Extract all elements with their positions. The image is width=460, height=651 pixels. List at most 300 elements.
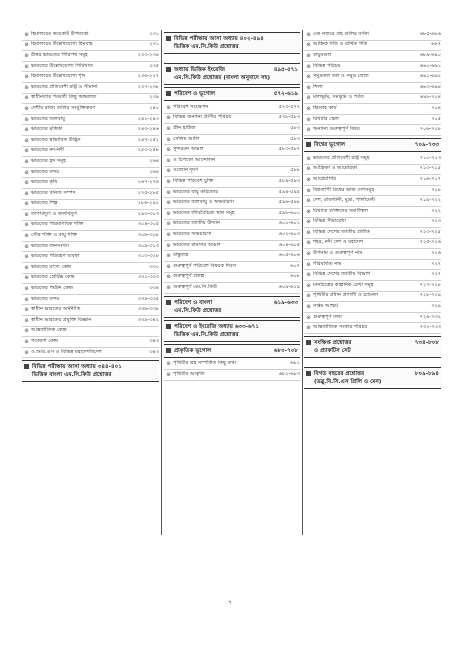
contents-entry[interactable] [22,147,159,158]
entry-title: হিমালয়ের কয়েকটি উপত্যকা [31,30,89,37]
entry-title: ভারতের মৃত্তিকা [31,126,63,133]
contents-entry[interactable] [304,218,441,229]
contents-entry[interactable] [22,274,159,285]
bullet-icon: ⊛ [24,286,29,293]
section-heading[interactable] [164,32,300,54]
entry-pages: ৬০৫-৬০৬ [278,252,300,259]
contents-entry[interactable] [164,283,300,294]
entry-title: গ্রীন হাউজ [173,124,196,131]
contents-entry[interactable] [304,260,441,271]
contents-entry[interactable] [304,30,441,41]
square-bullet-icon [166,348,171,353]
entry-title: এক নজরে গ্রহ গুলির বর্ণনা [313,30,369,37]
entry-title: বিভিন্ন পরিচয় [313,62,341,69]
entry-title: ভারতের জীববৈচিত্র্য স্থান সমূহ [173,209,235,216]
contents-entry[interactable] [304,186,441,197]
entry-pages: ৭২৩ [431,218,441,225]
contents-entry[interactable] [304,175,441,186]
entry-title: ভারতের পর্যটন কেন্দ্র [31,285,73,292]
entry-pages: ৭০৬-৭০৮ [419,126,441,133]
bullet-icon: ⊛ [306,155,311,162]
contents-entry[interactable] [22,295,159,306]
bullet-icon: ⊛ [306,52,311,59]
entry-title: ভারতের প্রতিবেশী রাষ্ট্র সমূহ [313,154,370,161]
entry-title: ও.আর.এস ও বিভিন্ন মহাদেশবিদেশ [31,348,102,355]
entry-pages: ৩০৯-৩১৩ [137,242,159,249]
contents-entry[interactable] [22,157,159,168]
contents-entry[interactable] [22,231,159,242]
section-heading[interactable] [22,360,159,382]
entry-title: ভারতের স্বাভাবিক উদ্ভিদ [31,136,81,143]
bullet-icon: ⊛ [24,105,29,112]
entry-pages: ২৩১ [149,30,159,37]
contents-entry[interactable] [164,114,300,125]
entry-pages: ২৭৫-২৮৫ [137,189,159,196]
contents-entry[interactable] [164,360,300,371]
contents-entry[interactable] [22,83,159,94]
entry-title: গুরুত্বপূর্ণ পরিবেশ বিষয়ক দিবস [173,262,237,269]
entry-title: সেলিম আলি [173,135,200,142]
entry-title: ভারতের নদ-নদী [31,147,65,154]
entry-pages: ২৩৬-২২৭ [137,73,159,80]
bullet-icon: ⊛ [24,243,29,250]
square-bullet-icon [166,91,171,96]
bullet-icon: ⊛ [306,166,311,173]
contents-entry[interactable] [304,239,441,250]
contents-entry[interactable] [304,228,441,239]
entry-pages: ৭২৭ [431,271,441,278]
entry-title: ভারতের জলবায়ু [31,115,66,122]
entry-title: হিমালয়ের উল্লেখযোগ্য শৃঙ্গ [31,73,85,80]
bullet-icon: ⊛ [306,84,311,91]
entry-title: ভারতের হ্রদ সমূহ [31,157,66,164]
contents-entry[interactable] [164,251,300,262]
entry-title: গুরুত্বপূর্ণ এম.সি.কিউ [173,283,217,290]
entry-pages: ৬০৭ [290,262,300,269]
page-number: ৭ [228,599,232,606]
entry-title: সুন্দরবন অঞ্চল [173,146,204,153]
contents-entry[interactable] [304,62,441,73]
contents-entry[interactable] [22,136,159,147]
bullet-icon: ⊛ [306,187,311,194]
contents-entry[interactable] [22,263,159,274]
bullet-icon: ⊛ [24,116,29,123]
entry-title: ভারতের জলবায়ু ও অভয়ারণ্য [173,199,235,206]
contents-entry[interactable] [304,154,441,165]
contents-entry[interactable] [22,242,159,253]
contents-entry[interactable] [164,209,300,220]
entry-pages: ২৪০ [149,104,159,111]
entry-pages: ৬৮১ [290,360,300,367]
entry-title: বিখ্যাত ব্যক্তিদের সমাধিস্থল [313,207,369,214]
entry-pages: ৬০০-৬০১ [278,220,300,227]
entry-title: ভারতের রামসার অঞ্চল [173,241,221,248]
entry-title: ও চিপকো আন্দোলন [173,156,216,163]
bullet-icon: ⊛ [24,148,29,155]
section-pages: ৭০৯-৭৩৩ [414,141,439,148]
entry-pages: ৬৮৯-৬৯০ [419,51,441,58]
contents-entry[interactable] [304,207,441,218]
bullet-icon: ⊛ [306,116,311,123]
entry-pages: ২৯৩-৩০৩ [137,210,159,217]
entry-title: বিভিন্ন দেশের জাতীয় বিভাগ [313,271,371,278]
column-divider [161,30,162,535]
section-title-line: এম.সি.কিউ প্রশ্নোত্তর [174,307,222,314]
entry-title: ভারতের মৎস্য কেন্দ্র [31,263,72,270]
bullet-icon: ⊛ [166,274,171,281]
entry-title: ভারতের গ্রেটিক্স কেন্দ্র [31,274,75,281]
entry-pages: ২৫৩-২৫৮ [137,147,159,154]
contents-entry[interactable] [164,177,300,188]
entry-title: তাপবিদ্যুৎ ও জলবিদ্যুৎ [31,210,78,217]
entry-pages: ৭১০-৭১৩ [419,154,441,161]
section-heading[interactable] [164,63,300,85]
entry-pages: ৬৯৮-৭০৪ [419,94,441,101]
bullet-icon: ⊛ [24,52,29,59]
entry-title: স্বাধীন ভারতের প্রযুক্তি বিজ্ঞান [31,316,92,323]
contents-entry[interactable] [164,198,300,209]
contents-entry[interactable] [304,51,441,62]
contents-entry[interactable] [22,94,159,105]
bullet-icon: ⊛ [166,210,171,217]
section-title-line: পরিবেশ ও বাংলা [174,299,213,306]
bullet-icon: ⊛ [24,63,29,70]
contents-entry[interactable] [164,241,300,252]
contents-entry[interactable] [164,370,300,381]
bullet-icon: ⊛ [24,339,29,346]
entry-pages: ২৮৬-২৯২ [137,200,159,207]
bullet-icon: ⊛ [166,157,171,164]
contents-entry[interactable] [164,167,300,178]
contents-entry[interactable] [22,327,159,338]
contents-entry[interactable] [22,316,159,327]
entry-title: ভারতের শিল্প [31,200,58,207]
contents-entry[interactable] [164,262,300,273]
entry-pages: ৩৩৬-৩৩৮ [137,306,159,313]
entry-title: ভারতের খনিজ সম্পদ [31,189,76,196]
section-pages: ৭৩৪-৮০৮ [414,340,439,347]
section-title-line: ভিত্তিক এম.সি.কিউ প্রশ্নোত্তর [174,44,239,50]
square-bullet-icon [306,340,311,345]
bullet-icon: ⊛ [24,127,29,134]
entry-title: অন্যান্য গুরুত্বপূর্ণ বিষয় [313,126,360,133]
entry-title: শিলা [313,83,323,90]
entry-title: ভারতের জাতীয় উদ্যান [173,220,220,227]
entry-pages: ৩০৬-৩০৮ [137,232,159,239]
contents-entry[interactable] [164,103,300,114]
section-heading[interactable] [304,336,441,358]
entry-title: উত্তর ভারতের গিরিপথ সমূহ [31,51,88,58]
bullet-icon: ⊛ [24,158,29,165]
entry-title: দেশ, রাজধানী, মুদ্রা, পার্লামেন্ট [313,197,375,204]
entry-title: শহর, নদী দেশ ও মহাদেশ [313,239,363,246]
contents-entry[interactable] [22,252,159,263]
bullet-icon: ⊛ [24,233,29,240]
contents-entry[interactable] [304,249,441,260]
entry-title: স্বাধীন ভারতের অর্থনীতি [31,306,81,313]
entry-title: আন্তর্জাতিক কেন্দ্র [31,327,67,334]
contents-entry[interactable] [22,284,159,295]
contents-entry[interactable] [22,104,159,115]
bullet-icon: ⊛ [24,275,29,282]
entry-title: ভারতের বায়ু করিডোর [173,188,219,195]
section-title-line: বিভিন্ন পরীক্ষায় আসা অধ্যায় ৪০২-৪৯৪ [174,36,264,42]
contents-entry[interactable] [304,302,441,313]
bullet-icon: ⊛ [166,178,171,185]
entry-title: পৃথিবীর প্রধান প্রণালী ও চ্যানেল [313,292,378,299]
section-heading[interactable] [164,344,300,358]
contents-entry[interactable] [304,281,441,292]
bullet-icon: ⊛ [306,31,311,38]
entry-pages: ৩৩৪-৩৩৫ [137,295,159,302]
contents-entry[interactable] [304,270,441,281]
entry-pages: ৬০৪-৬০৫ [278,241,300,248]
bullet-icon: ⊛ [24,137,29,144]
bullet-icon: ⊛ [166,104,171,111]
entry-title: আহ্নিক গতি ও বার্ষিক গতি [313,41,368,48]
entry-pages: ৭২৯-৭৩২ [419,313,441,320]
section-heading[interactable] [164,296,300,318]
contents-entry[interactable] [22,348,159,359]
entry-pages: ৭১৩-৭১৫ [419,165,441,172]
bullet-icon: ⊛ [306,63,311,70]
contents-entry[interactable] [22,337,159,348]
section-pages: ৮০৯-৮৯৪ [414,371,439,378]
entry-pages: ৬০২-৬০৩ [278,230,300,237]
section-title-line: বিগত বছরের প্রশ্নোত্তর [314,371,365,378]
entry-title: সৌর শক্তি ও বায়ু শক্তি [31,232,78,239]
entry-pages: ৭২৩-৭২৫ [419,228,441,235]
contents-entry[interactable] [304,72,441,83]
entry-title: স্বাধীনতার পরবর্তী কিছু অঙ্গরাজ্য [31,94,97,101]
entry-pages: ৩৩০ [149,263,159,270]
entry-title: পৃথিবীর আকৃতি [173,371,205,378]
contents-entry[interactable] [164,188,300,199]
section-heading[interactable] [304,138,441,152]
entry-pages: ৭২৬ [431,250,441,257]
bullet-icon: ⊛ [24,211,29,218]
entry-pages: ২৬৪ [149,168,159,175]
contents-entry[interactable] [22,41,159,52]
contents-entry[interactable] [304,115,441,126]
contents-entry[interactable] [164,135,300,146]
contents-entry[interactable] [304,104,441,115]
contents-entry[interactable] [164,156,300,167]
square-bullet-icon [306,142,311,147]
section-title-line: প্রাকৃতিক ভূগোল [174,347,212,354]
entry-pages: ৭০৫ [431,115,441,122]
entry-pages: ৭২৭ [431,260,441,267]
contents-entry[interactable] [164,220,300,231]
section-pages: ৪৯৫-৫৭১ [273,67,298,73]
contents-column-1 [22,30,159,384]
bullet-icon: ⊛ [166,231,171,238]
bullet-icon: ⊛ [24,74,29,81]
bullet-icon: ⊛ [306,325,311,332]
contents-entry[interactable] [22,72,159,83]
bullet-icon: ⊛ [306,304,311,311]
contents-entry[interactable] [164,145,300,156]
square-bullet-icon [166,300,171,305]
bullet-icon: ⊛ [24,264,29,271]
entry-title: বিভিন্ন অন্যান্য প্রাণীর পরিচয় [173,114,232,121]
contents-entry[interactable] [164,273,300,284]
bullet-icon: ⊛ [306,314,311,321]
entry-pages: ৭২৯ [431,303,441,310]
contents-entry[interactable] [304,323,441,334]
contents-entry[interactable] [304,41,441,52]
entry-title: পরিবর্তিত নাম [313,260,342,267]
contents-entry[interactable] [22,30,159,41]
entry-pages: ৬৯৩-৬৯৪ [419,83,441,90]
entry-pages: ৫৮৩ [290,124,300,131]
bullet-icon: ⊛ [24,169,29,176]
contents-entry[interactable] [304,313,441,324]
bullet-icon: ⊛ [24,307,29,314]
bullet-icon: ⊛ [306,293,311,300]
bullet-icon: ⊛ [166,115,171,122]
contents-entry[interactable] [304,196,441,207]
contents-entry[interactable] [22,125,159,136]
entry-pages: ৬০৮ [290,273,300,280]
contents-entry[interactable] [164,230,300,241]
spacer [304,360,441,365]
bullet-icon: ⊛ [24,31,29,38]
section-pages: ৬১৯-৬৩৩ [273,299,298,306]
entry-title: হিমবাহ কার্য [313,104,337,111]
entry-pages: ৭১৬-৭১৭ [419,175,441,182]
entry-pages: ৬৮১-৬৮৩ [278,371,300,378]
bullet-icon: ⊛ [306,198,311,205]
bullet-icon: ⊛ [166,372,171,379]
entry-pages: ৫৮৮ [290,167,300,174]
section-heading[interactable] [164,320,300,342]
contents-entry[interactable] [22,305,159,316]
contents-entry[interactable] [22,200,159,211]
entry-pages: ৫৮৯-৫৯৩ [278,177,300,184]
entry-title: ভারতের পারমাণবিক শক্তি [31,221,84,228]
contents-entry[interactable] [164,124,300,135]
section-title-line: অধ্যায় ভিত্তিক ইংরেজি [174,67,225,73]
bullet-icon: ⊛ [24,84,29,91]
contents-entry[interactable] [304,94,441,105]
contents-entry[interactable] [22,178,159,189]
contents-entry[interactable] [304,292,441,303]
bullet-icon: ⊛ [306,105,311,112]
contents-entry[interactable] [22,115,159,126]
entry-title: দেশীয় রাজ্য গুলির সংযুক্তিকরণ [31,104,96,111]
square-bullet-icon [166,324,171,329]
entry-pages: ৭০৪ [431,104,441,111]
bullet-icon: ⊛ [166,242,171,249]
entry-pages: ৩৩১-৩৩৩ [137,274,159,281]
entry-title: বিভিন্ন পরিবেশ চুক্তি [173,177,214,184]
entry-pages: ৬৮৫-৬৮৬ [419,30,441,37]
entry-pages: ২৩৩-২৩৪ [137,51,159,58]
section-title-line: বিশ্বের ভূগোল [314,141,346,148]
contents-entry[interactable] [304,125,441,136]
entry-pages: ৩৩৪ [149,285,159,292]
entry-title: আগ্নেয়গিরি [313,175,337,182]
entry-pages: ৭৩২-৭৩৩ [419,324,441,331]
contents-entry[interactable] [22,189,159,200]
bullet-icon: ⊛ [166,263,171,270]
bullet-icon: ⊛ [166,361,171,368]
entry-title: ভারতের অভয়ারণ্য [173,230,212,237]
entry-title: ভারতের প্রতিবেশী রাষ্ট্র ও সীমানা [31,83,98,90]
entry-pages: ২৬৭-২৭৪ [137,179,159,186]
section-title-line: পরিবেশ ও ভূগোল [174,91,216,97]
entry-pages: ৬৯০-৬৯১ [419,62,441,69]
entry-title: বাস্তুতন্ত্র [173,252,189,259]
entry-pages: ৫৮৩-৫৮৭ [278,146,300,153]
section-heading[interactable] [304,367,441,389]
bullet-icon: ⊛ [306,251,311,258]
section-heading[interactable] [164,87,300,101]
entry-title: বিশ্বব্যাপী বিশ্বের ভাষা দেশসমূহ [313,186,374,193]
section-title-line: পরিবেশ ও ইংরেজি অধ্যায় ৬৩৩-৬৭১ [174,323,259,330]
entry-pages: ৭১৯-৭২২ [419,197,441,204]
bullet-icon: ⊛ [24,42,29,49]
contents-entry[interactable] [22,168,159,179]
bullet-icon: ⊛ [306,261,311,268]
entry-title: পরিবেশ সংক্ষেপন [173,103,209,110]
bullet-icon: ⊛ [166,168,171,175]
contents-entry[interactable] [22,62,159,73]
entry-pages: ৫৭৮-৫৮৩ [278,114,300,121]
bullet-icon: ⊛ [24,222,29,229]
entry-pages: ৩৪৩ [149,338,159,345]
entry-pages: ২৩৭-২৩৮ [137,83,159,90]
entry-pages: ২৪৭-২৫২ [137,136,159,143]
bullet-icon: ⊛ [24,190,29,197]
entry-pages: ৬৮৭ [431,41,441,48]
section-pages: ৬৮০-৭০৮ [273,347,298,354]
section-title-line: বিভিন্ন পরীক্ষায় আসা অধ্যায় ৩৪৪-৪০১ [32,364,122,371]
entry-title: গবেষণা কেন্দ্র [31,338,58,345]
entry-title: মালভূমি, সমভূমি ও পর্বত [313,94,364,101]
bullet-icon: ⊛ [24,317,29,324]
entry-pages: ৬৯১-৬৯২ [419,73,441,80]
bullet-icon: ⊛ [306,208,311,215]
bullet-icon: ⊛ [166,200,171,207]
bullet-icon: ⊛ [306,42,311,49]
contents-entry[interactable] [304,165,441,176]
bullet-icon: ⊛ [166,136,171,143]
spacer [164,56,300,61]
bullet-icon: ⊛ [24,201,29,208]
section-title-line: সংক্ষিপ্ত প্রশ্নোত্তর [314,340,352,347]
entry-title: উপনাম ও গুরুত্বপূর্ণ নাম [313,250,363,257]
entry-title: আফ্রিকা ও আমেরিকা [313,165,358,172]
entry-pages: ৫৯৪-৫৯৫ [278,188,300,195]
section-title-line: ভিত্তিক বাংলা এম.সি.কিউ প্রশ্নোত্তর [32,372,112,379]
entry-pages: ৫৯৬-৫৯৮ [278,199,300,206]
entry-title: বিভিন্ন দেশের জাতীয় প্রতীক [313,228,370,235]
entry-pages: ৭২৮-৭২৯ [419,292,441,299]
bullet-icon: ⊛ [306,127,311,134]
entry-pages: ২৩৯ [149,94,159,101]
contents-entry[interactable] [22,221,159,232]
contents-entry[interactable] [22,51,159,62]
bullet-icon: ⊛ [166,284,171,291]
bullet-icon: ⊛ [306,176,311,183]
entry-title: বায়ুমণ্ডল [313,51,332,58]
bullet-icon: ⊛ [24,254,29,261]
contents-entry[interactable] [304,83,441,94]
bullet-icon: ⊛ [166,221,171,228]
contents-entry[interactable] [22,210,159,221]
